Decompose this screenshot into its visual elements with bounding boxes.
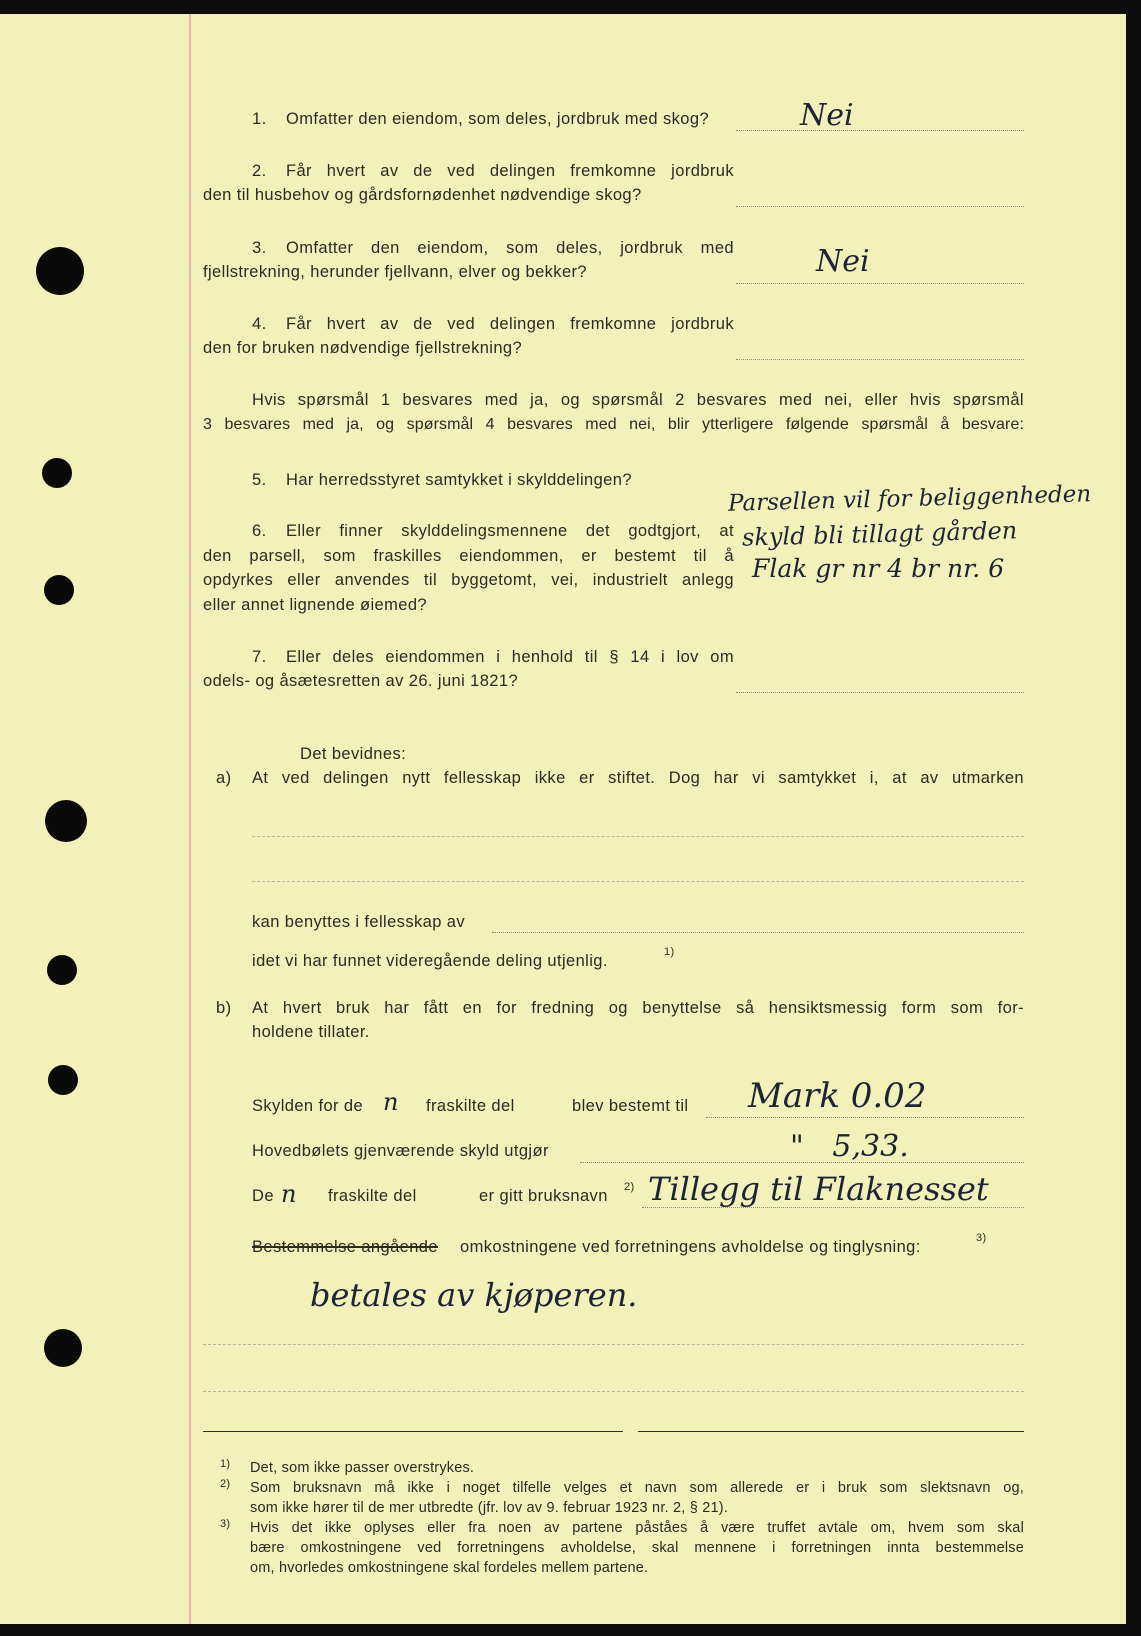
- skyld-row1-pre: Skylden for de: [252, 1097, 364, 1115]
- bevidnes-a-text: At ved delingen nytt fellesskap ikke er stiftet. Dog har vi samtykket i, at av utmarken: [252, 769, 1024, 787]
- q6-line2: den parsell, som fraskilles eiendommen, er bestemt til å: [203, 547, 734, 565]
- punch-hole: [44, 575, 74, 605]
- q7-line2: odels- og åsætesretten av 26. juni 1821?: [203, 672, 519, 690]
- q1-text: Omfatter den eiendom, som deles, jordbruk med skog?: [286, 110, 710, 128]
- q6-number: 6.: [252, 522, 267, 540]
- q7-number: 7.: [252, 648, 267, 666]
- skyld-row2-answer: " 5,33.: [790, 1129, 909, 1164]
- skyld-row3-sup: 2): [624, 1181, 635, 1193]
- document-page: [0, 14, 1126, 1624]
- footnote-text: Som bruksnavn må ikke i noget tilfelle velges et navn som allerede er i bruk som slektsnavn og,: [250, 1480, 1024, 1496]
- skyld-row3-answer: Tillegg til Flaknesset: [648, 1170, 989, 1208]
- skyld-row4-sup: 3): [976, 1232, 987, 1244]
- answer-line: [736, 692, 1024, 693]
- q3-line1: Omfatter den eiendom, som deles, jordbruk med: [286, 239, 734, 257]
- footnote-divider: [638, 1431, 1024, 1432]
- punch-hole: [36, 247, 84, 295]
- intro-line2: 3 besvares med ja, og spørsmål 4 besvares med nei, blir ytterligere følgende spørsmål å besvare:: [203, 416, 1024, 433]
- q1-number: 1.: [252, 110, 267, 128]
- skyld-row3-hw: n: [281, 1180, 297, 1208]
- punch-hole: [47, 955, 77, 985]
- footnote-text: som ikke hører til de mer utbredte (jfr. lov av 9. februar 1923 nr. 2, § 21).: [250, 1500, 728, 1516]
- skyld-row3-mid: fraskilte del: [328, 1187, 417, 1205]
- q4-line2: den for bruken nødvendige fjellstrekning?: [203, 339, 523, 357]
- skyld-row4-strike: Bestemmelse angående: [252, 1238, 438, 1256]
- q6-answer-line2: skyld bli tillagt gården: [741, 516, 1018, 552]
- bevidnes-b-line2: holdene tillater.: [252, 1023, 370, 1041]
- answer-line: [736, 130, 1024, 131]
- q3-answer: Nei: [816, 244, 870, 279]
- blank-line: [252, 836, 1024, 837]
- q6-line4: eller annet lignende øiemed?: [203, 596, 428, 614]
- punch-hole: [44, 1329, 82, 1367]
- q2-number: 2.: [252, 162, 267, 180]
- skyld-row1-post: blev bestemt til: [572, 1097, 689, 1115]
- bevidnes-a-label: a): [216, 769, 232, 787]
- bevidnes-kan-text: kan benyttes i fellesskap av: [252, 913, 465, 931]
- bevidnes-idet-text: idet vi har funnet videregående deling utjenlig.: [252, 952, 608, 970]
- q5-text: Har herredsstyret samtykket i skylddelingen?: [286, 471, 632, 489]
- bevidnes-idet-sup: 1): [664, 946, 675, 958]
- q4-line1: Får hvert av de ved delingen fremkomne jordbruk: [286, 315, 734, 333]
- q1-answer: Nei: [800, 98, 854, 133]
- q6-answer-line3: Flak gr nr 4 br nr. 6: [752, 554, 1005, 583]
- bevidnes-b-line1: At hvert bruk har fått en for fredning og benyttelse så hensiktsmessig form som for-: [252, 999, 1024, 1017]
- margin-line: [189, 14, 191, 1624]
- skyld-row3-pre: De: [252, 1187, 274, 1205]
- footnote-text: bære omkostningene ved forretningens avholdelse, skal mennene i forretningen innta bestemmelse: [250, 1540, 1024, 1556]
- blank-line: [252, 881, 1024, 882]
- footnote-mark: 1): [220, 1458, 231, 1470]
- skyld-row1-answer: Mark 0.02: [748, 1076, 927, 1116]
- answer-line: [736, 359, 1024, 360]
- q6-line1: Eller finner skylddelingsmennene det godtgjort, at: [286, 522, 734, 540]
- skyld-row4-answer: betales av kjøperen.: [310, 1276, 638, 1314]
- skyld-row4-text: omkostningene ved forretningens avholdelse og tinglysning:: [460, 1238, 921, 1256]
- footnote-text: Hvis det ikke oplyses eller fra noen av partene påståes å være truffet avtale om, hvem som skal: [250, 1520, 1024, 1536]
- intro-line1: Hvis spørsmål 1 besvares med ja, og spørsmål 2 besvares med nei, eller hvis spørsmål: [252, 391, 1024, 409]
- q2-line2: den til husbehov og gårdsfornødenhet nødvendige skog?: [203, 186, 642, 204]
- footnote-text: om, hvorledes omkostningene skal fordeles mellem partene.: [250, 1560, 649, 1576]
- q6-line3: opdyrkes eller anvendes til byggetomt, vei, industrielt anlegg: [203, 571, 734, 589]
- q7-line1: Eller deles eiendommen i henhold til § 14 i lov om: [286, 648, 734, 666]
- q3-number: 3.: [252, 239, 267, 257]
- footnote-mark: 2): [220, 1478, 231, 1490]
- q4-number: 4.: [252, 315, 267, 333]
- blank-line: [203, 1344, 1024, 1345]
- bevidnes-heading: Det bevidnes:: [300, 745, 407, 763]
- skyld-row3-post: er gitt bruksnavn: [479, 1187, 608, 1205]
- q5-number: 5.: [252, 471, 267, 489]
- punch-hole: [42, 458, 72, 488]
- bevidnes-b-label: b): [216, 999, 232, 1017]
- answer-line: [706, 1117, 1024, 1118]
- q3-line2: fjellstrekning, herunder fjellvann, elver og bekker?: [203, 263, 588, 281]
- footnote-text: Det, som ikke passer overstrykes.: [250, 1460, 475, 1476]
- q2-line1: Får hvert av de ved delingen fremkomne jordbruk: [286, 162, 734, 180]
- blank-line: [203, 1391, 1024, 1392]
- skyld-row1-hw: n: [383, 1088, 399, 1116]
- q6-answer-line1: Parsellen vil for beliggenheden: [727, 481, 1092, 517]
- skyld-row1-mid: fraskilte del: [426, 1097, 515, 1115]
- answer-line: [736, 206, 1024, 207]
- blank-line: [492, 932, 1024, 933]
- footnote-divider: [203, 1431, 623, 1432]
- footnote-mark: 3): [220, 1518, 231, 1530]
- punch-hole: [45, 800, 87, 842]
- punch-hole: [48, 1065, 78, 1095]
- answer-line: [736, 283, 1024, 284]
- skyld-row2-label: Hovedbølets gjenværende skyld utgjør: [252, 1142, 549, 1160]
